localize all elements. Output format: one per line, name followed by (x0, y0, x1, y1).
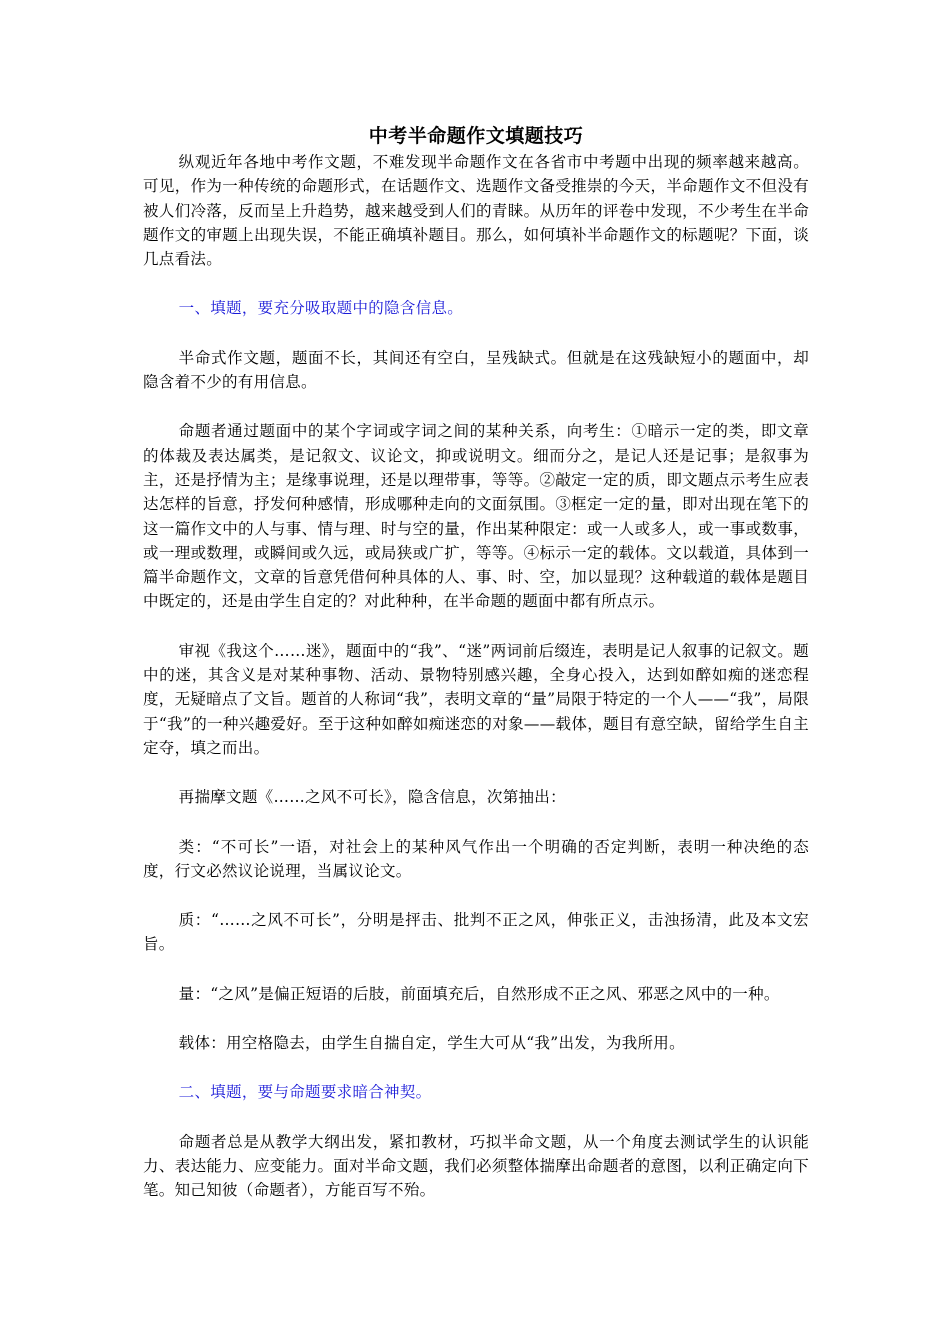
section-heading-1: 一、填题，要充分吸取题中的隐含信息。 (178, 299, 464, 318)
paragraph-gap (143, 1105, 809, 1130)
paragraph-gap (143, 321, 809, 346)
paragraph-body: 命题者通过题面中的某个字词或字词之间的某种关系，向考生：①暗示一定的类，即文章的体裁及表达属类，是记叙文、议论文，抑或说明文。细而分之，是记人还是记事；是叙事为主，还是抒情为主；是缘事说理，还是以理带事，等等。②敲定一定的质，即文题点示考生应表达怎样的旨意，抒发何种感情，形成哪种走向的文面氛围。③框定一定的量，即对出现在笔下的这一篇作文中的人与事、情与理、时与空的量，作出某种限定：或一人或多人，或一事或数事，或一理或数理，或瞬间或久远，或局狭或广扩，等等。④标示一定的载体。文以载道，具体到一篇半命题作文，文章的旨意凭借何种具体的人、事、时、空，加以显现？这种载道的载体是题目中既定的，还是由学生自定的？对此种种，在半命题的题面中都有所点示。 (143, 422, 809, 611)
paragraph-gap (143, 271, 809, 296)
paragraph-gap (143, 810, 809, 835)
paragraph-body: 再揣摩文题《……之风不可长》，隐含信息，次第抽出： (178, 788, 566, 807)
paragraph-gap (143, 957, 809, 982)
document-page (143, 122, 809, 1203)
paragraph-gap (143, 614, 809, 639)
paragraph-gap (143, 1006, 809, 1031)
paragraph-body: 质：“……之风不可长”，分明是抨击、批判不正之风，伸张正义，击浊扬清，此及本文宏旨。 (143, 911, 809, 954)
paragraph-body: 命题者总是从教学大纲出发，紧扣教材，巧拟半命文题，从一个角度去测试学生的认识能力、表达能力、应变能力。面对半命文题，我们必须整体揣摩出命题者的意图，以利正确定向下笔。知己知彼（命题者），方能百写不殆。 (143, 1132, 809, 1200)
paragraph-body: 审视《我这个……迷》，题面中的“我”、“迷”两词前后缀连，表明是记人叙事的记叙文。题中的迷，其含义是对某种事物、活动、景物特别感兴趣，全身心投入，达到如醉如痴的迷恋程度，无疑暗点了文旨。题首的人称词“我”，表明文章的“量”局限于特定的一个人——“我”，局限于“我”的一种兴趣爱好。至于这种如醉如痴迷恋的对象——载体，题目有意空缺，留给学生自主定夺，填之而出。 (143, 641, 809, 757)
paragraph-body: 半命式作文题，题面不长，其间还有空白，呈残缺式。但就是在这残缺短小的题面中，却隐含着不少的有用信息。 (143, 348, 809, 392)
paragraph-gap (143, 760, 809, 785)
paragraph-body: 载体：用空格隐去，由学生自揣自定，学生大可从“我”出发，为我所用。 (178, 1034, 685, 1053)
paragraph-gap (143, 394, 809, 419)
paragraph-body: 类：“不可长”一语，对社会上的某种风气作出一个明确的否定判断，表明一种决绝的态度，行文必然议论说理，当属议论文。 (143, 837, 809, 880)
paragraph-gap (143, 883, 809, 908)
section-heading-2: 二、填题，要与命题要求暗合神契。 (178, 1083, 432, 1102)
paragraph-body: 量：“之风”是偏正短语的后肢，前面填充后，自然形成不正之风、邪恶之风中的一种。 (178, 984, 780, 1003)
paragraph-gap (143, 1055, 809, 1080)
paragraph-intro: 纵观近年各地中考作文题，不难发现半命题作文在各省市中考题中出现的频率越来越高。可见，作为一种传统的命题形式，在话题作文、选题作文备受推崇的今天，半命题作文不但没有被人们冷落，反而呈上升趋势，越来越受到人们的青睐。从历年的评卷中发现，不少考生在半命题作文的审题上出现失误，不能正确填补题目。那么，如何填补半命题作文的标题呢？下面，谈几点看法。 (143, 153, 809, 269)
document-title: 中考半命题作文填题技巧 (368, 125, 584, 147)
